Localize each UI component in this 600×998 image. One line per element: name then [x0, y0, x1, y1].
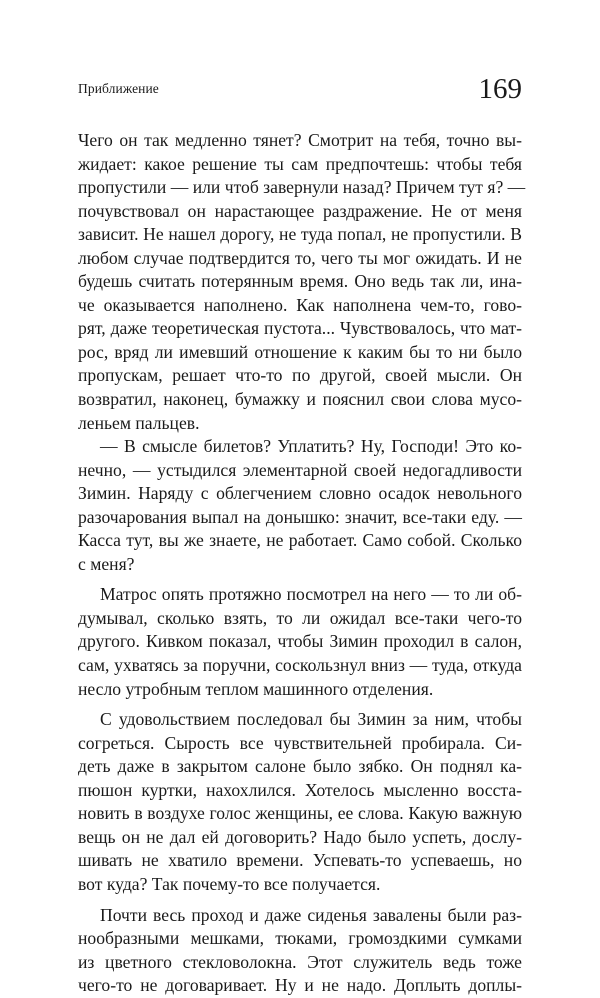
text-line: — В смысле билетов? Уплатить? Ну, Господи! Это ко- [100, 436, 522, 457]
text-line: Чего он так медленно тянет? Смотрит на тебя, точно вы- [78, 130, 522, 150]
text-line: Касса тут, вы же знаете, не работает. Само собой. Сколько [78, 530, 522, 551]
text-line: рят, даже теоретическая пустота... Чувствовалось, что мат- [78, 318, 522, 339]
text-line: чего-то не договаривает. Ну и не надо. Доплыть доплы- [78, 975, 522, 996]
paragraph [78, 583, 522, 701]
text-line: пюшон куртки, нахохлился. Хотелось мысленно восста- [78, 779, 522, 800]
text-line: леньем пальцев. [78, 412, 200, 433]
text-line: С удовольствием последовал бы Зимин за ним, чтобы [100, 709, 522, 730]
text-line: почувствовал он нарастающее раздражение. Не от меня [78, 200, 522, 221]
text-line: сам, ухватясь за поручни, соскользнул вниз — туда, откуда [78, 655, 522, 676]
text-line: пропускам, решает что-то по другой, своей мысли. Он [78, 365, 522, 386]
paragraph [78, 435, 522, 576]
text-line: пропустили — или чтоб завернули назад? Причем тут я? — [78, 177, 526, 198]
text-line: деть даже в закрытом салоне было зябко. Он поднял ка- [78, 756, 522, 777]
text-line: из цветного стекловолокна. Этот служитель ведь тоже [78, 951, 522, 972]
text-line: вещь он не дал ей договорить? Надо было успеть, дослу- [78, 826, 522, 847]
paragraph [78, 904, 522, 998]
text-line: шивать не хватило времени. Успевать-то успеваешь, но [78, 850, 522, 871]
running-header [78, 64, 522, 104]
paragraph [78, 708, 522, 896]
text-line: другого. Кивком показал, чтобы Зимин проходил в салон, [78, 631, 522, 652]
text-line: нообразными мешками, тюками, громоздкими сумками [78, 928, 522, 949]
text-line: будешь считать потерянным время. Оно ведь так ли, ина- [78, 271, 522, 292]
text-line: новить в воздухе голос женщины, ее слова. Какую важную [78, 803, 522, 824]
text-line: согреться. Сырость все чувствительней пробирала. Си- [78, 732, 522, 753]
text-line: нечно, — устыдился элементарной своей недогадливости [78, 459, 522, 480]
text-line: жидает: какое решение ты сам предпочтешь: чтобы тебя [78, 153, 522, 174]
paragraph [78, 129, 526, 435]
body-text [78, 129, 526, 998]
text-line: любом случае подтвердится то, чего ты мог ожидать. И не [78, 247, 522, 268]
text-line: несло утробным теплом машинного отделения. [78, 678, 434, 699]
running-head-title: Приближение [78, 81, 159, 96]
text-line: вот куда? Так почему-то все получается. [78, 873, 381, 894]
page-number: 169 [478, 73, 522, 105]
text-line: че оказывается наполнено. Как наполнена чем-то, гово- [78, 294, 522, 315]
text-line: с меня? [78, 553, 135, 574]
text-line: возвратил, наконец, бумажку и пояснил свои слова мусо- [78, 389, 522, 410]
text-line: разочарования выпал на донышко: значит, все-таки еду. — [78, 506, 522, 527]
text-line: Почти весь проход и даже сиденья завалены были раз- [100, 904, 522, 925]
text-line: зависит. Не нашел дорогу, не туда попал, не пропустили. В [78, 224, 522, 245]
text-line: Матрос опять протяжно посмотрел на него — то ли об- [100, 584, 522, 605]
text-line: рос, вряд ли имевший отношение к каким бы то ни было [78, 341, 522, 362]
text-line: Зимин. Наряду с облегчением словно осадок невольного [78, 483, 522, 504]
text-line: думывал, сколько взять, то ли ожидал все-таки чего-то [78, 607, 522, 628]
